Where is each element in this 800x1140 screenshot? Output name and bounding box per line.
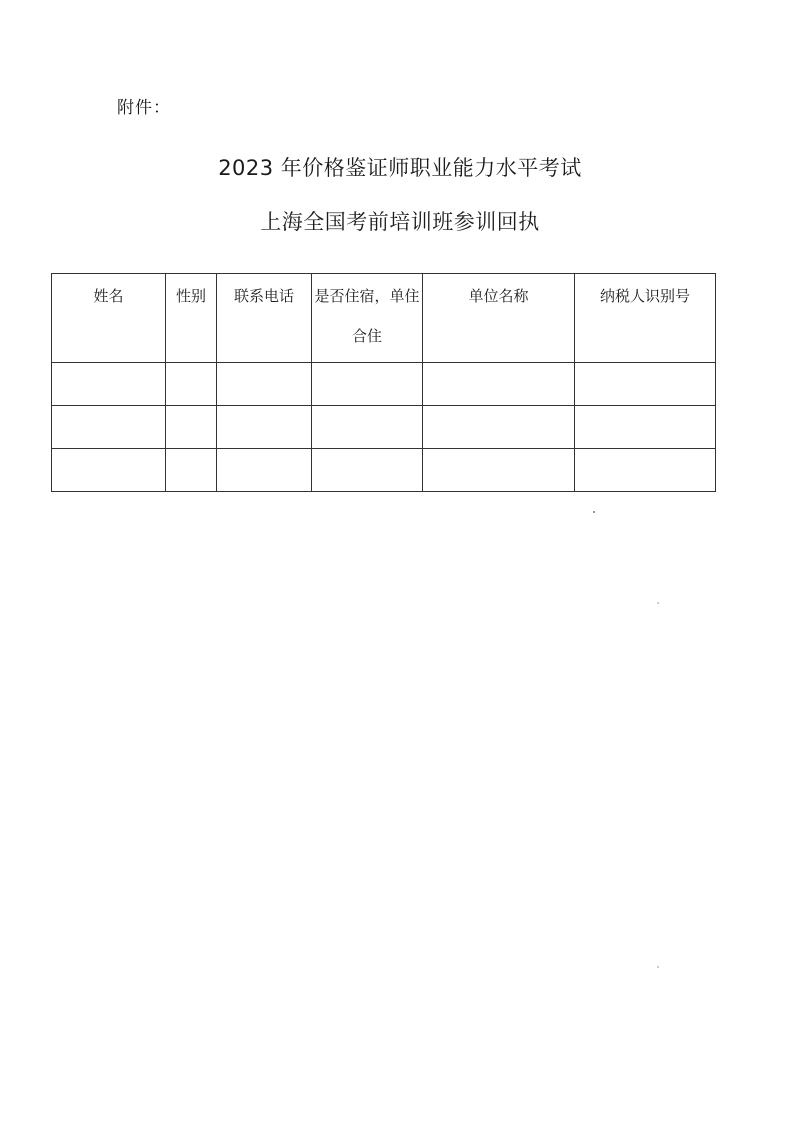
cell-gender <box>166 449 217 492</box>
cell-organization <box>423 363 575 406</box>
cell-accommodation <box>312 449 423 492</box>
cell-taxpayer-id <box>575 363 716 406</box>
cell-organization <box>423 449 575 492</box>
cell-name <box>52 363 166 406</box>
scan-speck <box>593 511 595 513</box>
table-header-row <box>52 274 716 363</box>
header-phone: 联系电话 <box>217 274 312 363</box>
document-title-line-1: 2023 年价格鉴证师职业能力水平考试 <box>218 156 582 180</box>
cell-phone <box>217 449 312 492</box>
cell-gender <box>166 363 217 406</box>
cell-phone <box>217 406 312 449</box>
cell-gender <box>166 406 217 449</box>
cell-name <box>52 406 166 449</box>
cell-name <box>52 449 166 492</box>
cell-accommodation <box>312 406 423 449</box>
header-organization: 单位名称 <box>423 274 575 363</box>
cell-phone <box>217 363 312 406</box>
cell-taxpayer-id <box>575 406 716 449</box>
cell-accommodation <box>312 363 423 406</box>
cell-taxpayer-id <box>575 449 716 492</box>
header-accommodation: 是否住宿，单住合住 <box>312 274 423 363</box>
table-row <box>52 449 716 492</box>
header-gender: 性别 <box>166 274 217 363</box>
cell-organization <box>423 406 575 449</box>
document-title-line-2: 上海全国考前培训班参训回执 <box>260 210 540 234</box>
scan-speck <box>657 602 659 604</box>
table-row <box>52 406 716 449</box>
table-row <box>52 363 716 406</box>
attachment-label: 附件： <box>117 98 171 118</box>
header-name: 姓名 <box>52 274 166 363</box>
scan-speck <box>657 966 659 968</box>
reply-form-table <box>51 273 716 492</box>
header-taxpayer-id: 纳税人识别号 <box>575 274 716 363</box>
